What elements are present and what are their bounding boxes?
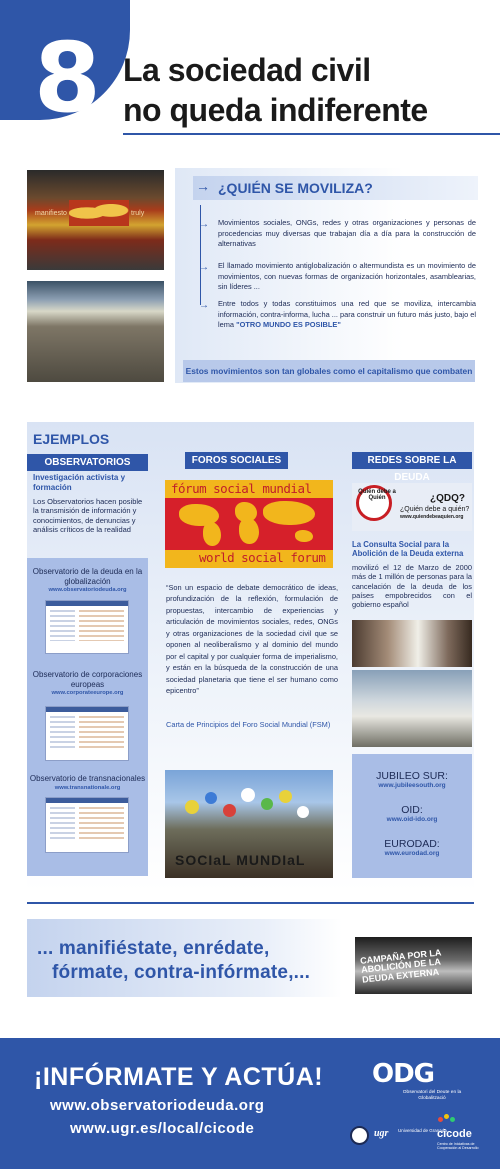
world-map-banner (69, 200, 129, 226)
observatorio-url[interactable]: www.observatoriodeuda.org (48, 587, 127, 594)
fsm-quote: “Son un espacio de debate democrático de ideas, profundización de la reflexión, formulación de propuestas, intercambio de experiencias y articulación de movimientos sociales, redes, ONGs y otras organizaciones de la sociedad civil que se oponen al neoliberalismo y al dominio del mundo por el capital y por cualquier forma de imperialismo, y están en la búsqueda de la construcción de una sociedad planetaria que tiene el ser humano como epicentro” (166, 583, 338, 696)
fsm-red-band (165, 498, 333, 550)
arrow-right-icon: → (196, 178, 210, 194)
redes-links-box (352, 754, 472, 878)
red-link-item (352, 770, 472, 789)
page-title-line1: La sociedad civil (123, 52, 371, 88)
ugr-logo-subtitle: Universidad de Granada (398, 1128, 447, 1133)
qdq-logo (352, 483, 472, 531)
observatorio-item (27, 670, 148, 696)
section-number: 8 (34, 22, 98, 134)
red-url[interactable]: www.eurodad.org (384, 850, 440, 857)
footer-cta: ¡INFÓRMATE Y ACTÚA! (34, 1063, 324, 1091)
arrow-bullet-icon: → (199, 300, 209, 311)
cicode-logo: cicode (437, 1128, 472, 1140)
fsm-photo-banner-text: SOCIaL MUNDIaL (175, 852, 306, 868)
website-screenshot (45, 600, 129, 654)
fsm-logo-top-text: fórum social mundial (171, 481, 312, 496)
red-name: JUBILEO SUR: (376, 770, 448, 782)
odg-logo-subtitle: Observatori del Deute en la Globalització (402, 1090, 462, 1101)
photo-caption-left: manifiesto (35, 210, 67, 217)
fsm-logo-bottom-text: world social forum (199, 550, 326, 565)
red-link-item (352, 804, 472, 823)
section-divider (27, 902, 474, 904)
observatorios-subtitle: Investigación activista y formación (33, 473, 126, 492)
redes-header: REDES SOBRE LA DEUDA (352, 452, 472, 469)
quien-bullet-1: Movimientos sociales, ONGs, redes y otras organizaciones y personas de procedencias muy diversas que trabajan día a día para la construcción de alternativas (218, 218, 476, 249)
global-banner: Estos movimientos son tan globales como el capitalismo que combaten (183, 360, 475, 382)
page-title-line2: no queda indiferente (123, 92, 428, 128)
consulta-photo-1 (352, 620, 472, 667)
title-rule (123, 133, 500, 135)
website-screenshot (45, 706, 129, 761)
observatorio-url[interactable]: www.transnationale.org (54, 784, 121, 791)
consulta-photo-2 (352, 670, 472, 747)
photo-caption-right: truly (131, 210, 145, 217)
quien-bullet-3 (218, 299, 476, 331)
campaign-banner-photo (355, 937, 472, 994)
red-name: OID: (401, 804, 423, 816)
observatorio-name: Observatorio de corporaciones europeas (32, 670, 143, 689)
red-url[interactable]: www.oid-ido.org (386, 816, 438, 823)
observatorio-url[interactable]: www.corporateeurope.org (51, 690, 124, 697)
observatorio-item (27, 774, 148, 791)
cicode-logo-subtitle: Centro de Iniciativas de Cooperación al Desarrollo (437, 1142, 479, 1151)
cicode-dots-icon (438, 1117, 460, 1127)
red-link-item (352, 838, 472, 857)
footer-url-2[interactable]: www.ugr.es/local/cicode (70, 1120, 255, 1137)
consulta-title: La Consulta Social para la Abolición de la Deuda externa (352, 540, 464, 558)
footer-url-1[interactable]: www.observatoriodeuda.org (50, 1097, 265, 1114)
observatorio-name: Observatorio de transnacionales (29, 774, 146, 783)
qdq-question: ¿Quién debe a quién? (400, 506, 470, 513)
fsm-march-photo (165, 770, 333, 878)
foros-header: FOROS SOCIALES (185, 452, 288, 469)
website-screenshot (45, 797, 129, 853)
qdq-url[interactable]: www.quiendebeaquien.org (400, 514, 464, 520)
qdq-inner-text: Quién debe a Quién (358, 489, 396, 502)
consulta-description: movilizó el 12 de Marzo de 2000 más de 1 millón de personas para la cancelación de la deuda de los países empobrecidos con el gobierno español (352, 563, 472, 609)
red-name: EURODAD: (384, 838, 440, 850)
qdq-title: ¿QDQ? (430, 493, 465, 504)
arrow-bullet-icon: → (199, 219, 209, 230)
demonstration-photo (27, 170, 164, 270)
arrow-bullet-icon: → (199, 262, 209, 273)
slogan-line1: ... manifiéstate, enrédate, (37, 938, 270, 959)
odg-logo (372, 1054, 462, 1108)
quien-bullet-3-text: Entre todos y todas constituimos una red que se moviliza, intercambia información, contra-informa, lucha ... para construir un futuro más justo, bajo el lema (218, 299, 476, 330)
observatorios-header: OBSERVATORIOS (27, 454, 148, 471)
slogan-line2: fórmate, contra-infórmate,... (52, 962, 311, 983)
observatorio-item (27, 567, 148, 593)
fsm-citation: Carta de Principios del Foro Social Mundial (FSM) (166, 720, 331, 729)
observatorio-name: Observatorio de la deuda en la globalización (32, 567, 143, 586)
crowd-photo (27, 281, 164, 382)
campaign-banner-text: CAMPAÑA POR LA ABOLICIÓN DE LA DEUDA EXTERNA (359, 947, 442, 985)
observatorios-description: Los Observatorios hacen posible la transmisión de información y conocimientos, de denuncias y análisis críticos de la realidad (33, 497, 143, 535)
odg-logo-text: ODG (372, 1059, 435, 1089)
red-url[interactable]: www.jubileesouth.org (378, 782, 446, 789)
university-seal-icon (350, 1126, 369, 1145)
ugr-logo: ugr (374, 1128, 389, 1139)
quien-title: ¿QUIÉN SE MOVILIZA? (218, 180, 373, 196)
lema: "OTRO MUNDO ES POSIBLE" (236, 320, 341, 330)
quien-bullet-2: El llamado movimiento antiglobalización o altermundista es un movimiento de movimientos, con nuevas formas de organización horizontales, asamblearias, sin líderes ... (218, 261, 476, 292)
fsm-logo (165, 480, 333, 568)
ejemplos-title: EJEMPLOS (33, 431, 110, 447)
